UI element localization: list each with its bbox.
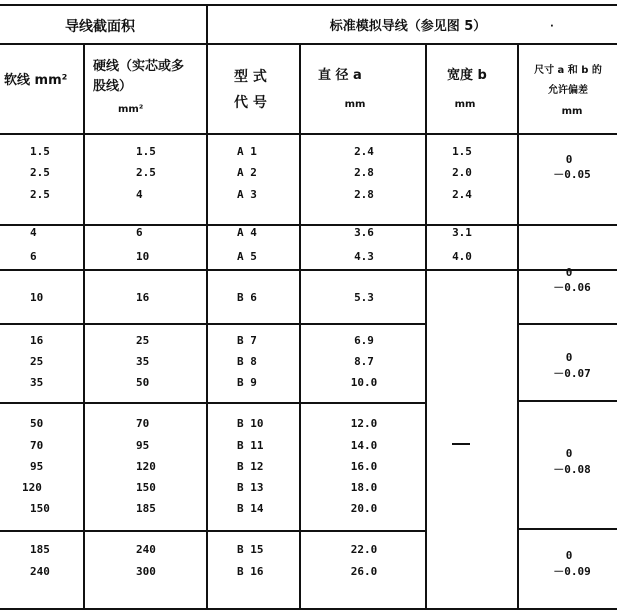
tolerance-lower: －0.05 [553, 168, 591, 181]
hard-wire-cell: 240 [136, 543, 156, 556]
hard-wire-cell: 120 [136, 460, 156, 473]
diameter-cell: 4.3 [354, 250, 374, 263]
hard-wire-cell: 150 [136, 481, 156, 494]
diameter-cell: 18.0 [350, 481, 378, 494]
grid-line-horizontal [0, 402, 425, 404]
soft-wire-cell: 6 [30, 250, 37, 263]
hard-wire-cell: 1.5 [136, 145, 156, 158]
tolerance-lower: －0.06 [553, 281, 591, 294]
diameter-cell: 2.8 [354, 188, 374, 201]
type-code-cell: B 13 [237, 481, 264, 494]
soft-wire-cell: 240 [30, 565, 50, 578]
tolerance-lower: －0.08 [553, 463, 591, 476]
diameter-cell: 22.0 [350, 543, 378, 556]
tolerance-unit: mm [561, 106, 583, 117]
grid-line-vertical [517, 43, 519, 608]
type-code-cell: B 14 [237, 502, 264, 515]
type-code-cell: A 5 [237, 250, 257, 263]
grid-line-horizontal [517, 323, 617, 325]
diameter-cell: 14.0 [350, 439, 378, 452]
tolerance-upper: 0 [565, 153, 573, 166]
hard-wire-cell: 70 [136, 417, 150, 430]
diameter-cell: 8.7 [354, 355, 374, 368]
type-code-cell: B 7 [237, 334, 257, 347]
standard-wire-header: 标准模拟导线（参见图 5） [329, 19, 487, 34]
width-unit: mm [454, 99, 476, 110]
hard-wire-cell: 300 [136, 565, 156, 578]
type-code-cell: B 12 [237, 460, 264, 473]
diameter-cell: 3.6 [354, 226, 374, 239]
diameter-cell: 12.0 [350, 417, 378, 430]
soft-wire-column-header: 软线 mm² [4, 73, 68, 88]
grid-line-vertical [206, 4, 208, 608]
soft-wire-cell: 25 [30, 355, 44, 368]
soft-wire-cell: 2.5 [30, 188, 50, 201]
soft-wire-cell: 16 [30, 334, 44, 347]
diameter-cell: 10.0 [350, 376, 378, 389]
hard-wire-cell: 2.5 [136, 166, 156, 179]
stray-mark: · [550, 21, 554, 32]
hard-wire-cell: 10 [136, 250, 150, 263]
grid-line-horizontal [0, 269, 617, 271]
type-code-cell: B 16 [237, 565, 264, 578]
soft-wire-cell: 4 [30, 226, 37, 239]
width-cell: 2.0 [452, 166, 472, 179]
type-code-cell: A 3 [237, 188, 257, 201]
soft-wire-cell: 150 [30, 502, 50, 515]
grid-line-horizontal [0, 224, 617, 226]
type-code-cell: A 4 [237, 226, 257, 239]
hard-wire-cell: 25 [136, 334, 150, 347]
diameter-cell: 2.8 [354, 166, 374, 179]
type-code-cell: B 9 [237, 376, 257, 389]
diameter-cell: 2.4 [354, 145, 374, 158]
type-code-cell: B 6 [237, 291, 257, 304]
hard-wire-unit: mm² [118, 104, 144, 115]
soft-wire-cell: 2.5 [30, 166, 50, 179]
diameter-cell: 16.0 [350, 460, 378, 473]
soft-wire-cell: 10 [30, 291, 44, 304]
type-code-cell: B 15 [237, 543, 264, 556]
tolerance-header-line1: 尺寸 a 和 b 的 [534, 65, 602, 76]
grid-line-horizontal [517, 400, 617, 402]
soft-wire-cell: 185 [30, 543, 50, 556]
width-header: 宽度 b [447, 68, 487, 83]
hard-wire-cell: 50 [136, 376, 150, 389]
hard-wire-cell: 95 [136, 439, 150, 452]
type-code-cell: A 2 [237, 166, 257, 179]
conductor-area-header: 导线截面积 [65, 19, 135, 35]
type-code-cell: A 1 [237, 145, 257, 158]
grid-line-horizontal [0, 133, 617, 135]
grid-line-horizontal [0, 43, 617, 45]
tolerance-lower: －0.07 [553, 367, 591, 380]
soft-wire-cell: 70 [30, 439, 44, 452]
type-code-header-line1: 型 式 [234, 69, 267, 85]
grid-line-horizontal [517, 528, 617, 530]
grid-line-horizontal [0, 530, 425, 532]
soft-wire-cell: 50 [30, 417, 44, 430]
soft-wire-cell: 1.5 [30, 145, 50, 158]
grid-line-vertical [425, 43, 427, 608]
soft-wire-cell: 35 [30, 376, 44, 389]
diameter-cell: 26.0 [350, 565, 378, 578]
hard-wire-cell: 4 [136, 188, 143, 201]
soft-wire-cell: 95 [30, 460, 44, 473]
width-cell: 3.1 [452, 226, 472, 239]
diameter-cell: 20.0 [350, 502, 378, 515]
grid-line-horizontal [0, 323, 425, 325]
grid-line-horizontal [0, 608, 617, 610]
hard-wire-cell: 6 [136, 226, 143, 239]
width-not-applicable-dash [452, 443, 470, 445]
grid-line-horizontal [0, 4, 617, 6]
hard-wire-column-header-line1: 硬线（实芯或多 [93, 59, 185, 74]
hard-wire-cell: 16 [136, 291, 150, 304]
diameter-cell: 5.3 [354, 291, 374, 304]
type-code-cell: B 8 [237, 355, 257, 368]
grid-line-vertical [299, 43, 301, 608]
width-cell: 4.0 [452, 250, 472, 263]
tolerance-upper: 0 [565, 447, 573, 460]
width-cell: 2.4 [452, 188, 472, 201]
type-code-header-line2: 代 号 [234, 95, 267, 111]
diameter-cell: 6.9 [354, 334, 374, 347]
tolerance-upper: 0 [565, 351, 573, 364]
tolerance-lower: －0.09 [553, 565, 591, 578]
type-code-cell: B 10 [237, 417, 264, 430]
type-code-cell: B 11 [237, 439, 264, 452]
diameter-header: 直 径 a [318, 68, 362, 83]
tolerance-header-line2: 允许偏差 [548, 85, 588, 96]
soft-wire-cell: 120 [22, 481, 42, 494]
hard-wire-column-header-line2: 股线） [93, 79, 133, 94]
width-cell: 1.5 [452, 145, 472, 158]
tolerance-upper: 0 [565, 549, 573, 562]
grid-line-vertical [83, 43, 85, 608]
tolerance-upper: 0 [565, 266, 573, 279]
hard-wire-cell: 35 [136, 355, 150, 368]
hard-wire-cell: 185 [136, 502, 156, 515]
diameter-unit: mm [344, 99, 366, 110]
